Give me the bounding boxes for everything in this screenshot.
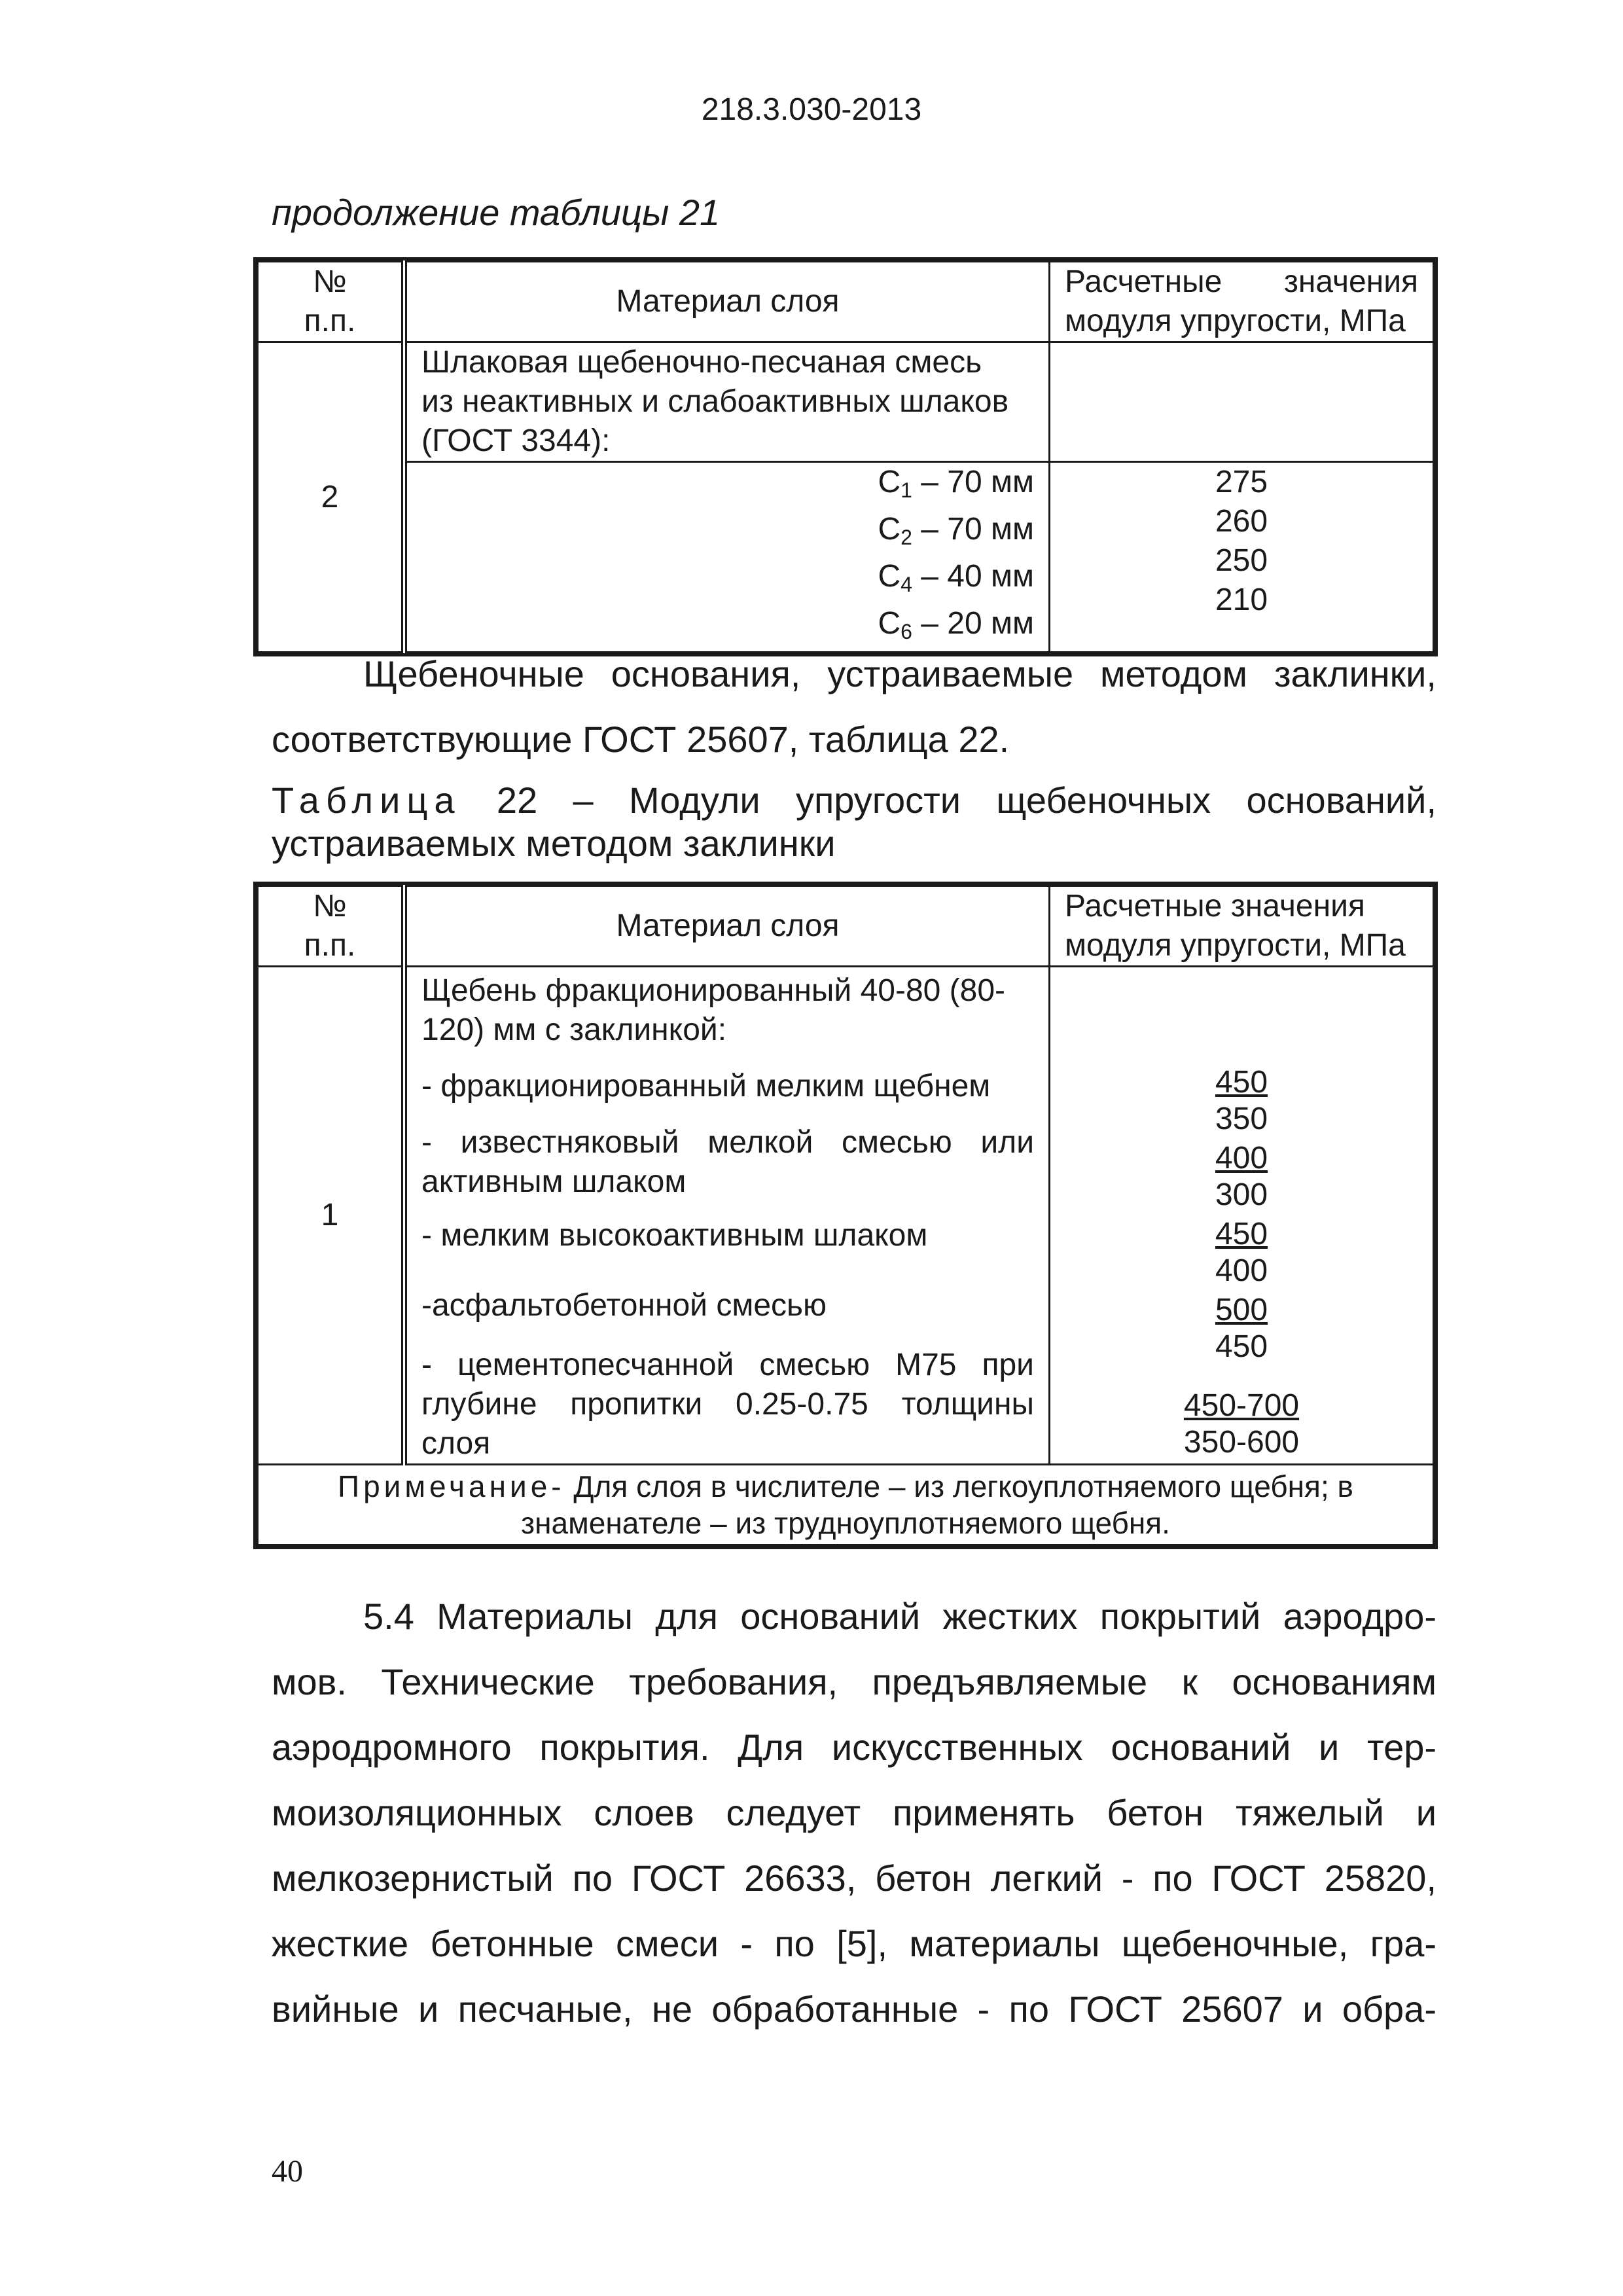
modulus-denominator: 350-600 — [1183, 1425, 1300, 1460]
fraction-item: $С_4 - 40$ мм — [878, 559, 1034, 596]
header-no — [258, 262, 404, 342]
section-5-4 — [272, 1584, 1436, 2042]
note-label: Примечание- — [338, 1469, 565, 1503]
modulus-numerator: 500 — [1215, 1293, 1268, 1327]
header-values-line2: модуля упругости, МПа — [1065, 304, 1406, 338]
table-22-title-line1: Таблица 22 – Модули упругости щебеночных оснований, — [272, 780, 1437, 821]
modulus-fraction — [1050, 1388, 1433, 1461]
table-22-title — [272, 779, 1436, 865]
header-no-line1: № — [313, 889, 347, 924]
table-22-title-label: Таблица — [272, 780, 461, 821]
header-values — [1050, 262, 1434, 342]
paragraph-line: аэродромного покрытия. Для искусственных оснований и тер- — [272, 1727, 1436, 1768]
paragraph-line: моизоляционных слоев следует применять бетон тяжелый и — [272, 1792, 1436, 1833]
modulus-fraction — [1050, 1216, 1433, 1289]
header-no-line1: № — [313, 264, 347, 299]
paragraph-line: 5.4 Материалы для оснований жестких покрытий аэродро- — [363, 1596, 1436, 1637]
header-material: Материал слоя — [404, 886, 1050, 967]
modulus-numerator: 450 — [1215, 1217, 1268, 1251]
modulus-numerator: 450 — [1215, 1065, 1268, 1100]
note-line2: знаменателе – из трудноуплотняемого щебня. — [521, 1506, 1170, 1540]
table-header-row — [258, 262, 1434, 342]
modulus-value: 260 — [1215, 504, 1268, 539]
material-item: - цементопесчанной смесью М75 при глубине пропитки 0.25-0.75 толщины слоя — [421, 1348, 1034, 1461]
paragraph-line: мов. Технические требования, предъявляемые к основаниям — [272, 1661, 1436, 1702]
table-22 — [257, 885, 1435, 1546]
modulus-values — [1050, 462, 1434, 653]
material-line: из неактивных и слабоактивных шлаков — [421, 384, 1009, 419]
document-code: 218.3.030-2013 — [701, 92, 922, 127]
row-no: 1 — [258, 967, 404, 1465]
fraction-item: $С_2 - 70$ мм — [878, 512, 1034, 549]
modulus-denominator: 350 — [1215, 1102, 1268, 1136]
material-item: -асфальтобетонной смесью — [421, 1288, 827, 1323]
table-row — [258, 342, 1434, 462]
paragraph-line: вийные и песчаные, не обработанные - по ГОСТ 25607 и обра- — [272, 1988, 1436, 2030]
header-values — [1050, 886, 1434, 967]
modulus-value: 275 — [1215, 465, 1268, 499]
modulus-denominator: 400 — [1215, 1253, 1268, 1288]
modulus-value: 250 — [1215, 543, 1268, 578]
table-note-row — [258, 1465, 1434, 1545]
material-item: - мелким высокоактивным шлаком — [421, 1218, 928, 1253]
modulus-fraction — [1050, 1140, 1433, 1213]
paragraph-line: мелкозернистый по ГОСТ 26633, бетон легкий - по ГОСТ 25820, — [272, 1857, 1436, 1899]
material-item: - известняковый мелкой смесью или активным шлаком — [421, 1125, 1034, 1199]
row-no: 2 — [258, 342, 404, 653]
paragraph-line: жесткие бетонные смеси - по [5], материалы щебеночные, гра- — [272, 1923, 1436, 1964]
modulus-values — [1050, 967, 1434, 1465]
header-values-line2: модуля упругости, МПа — [1065, 928, 1406, 963]
row-material — [404, 967, 1050, 1465]
paragraph-crushed-stone — [272, 641, 1436, 772]
material-line: 120) мм с заклинкой: — [421, 1013, 727, 1047]
header-values-line1: Расчетные значения — [1065, 889, 1365, 924]
modulus-denominator: 300 — [1215, 1177, 1268, 1212]
modulus-numerator: 450-700 — [1183, 1388, 1300, 1423]
row-material — [404, 342, 1050, 462]
table-22-title-line2: устраиваемых методом заклинки — [272, 823, 836, 864]
paragraph-line: Щебеночные основания, устраиваемые методом заклинки, — [363, 653, 1436, 694]
fraction-item: $С_6 - 20$ мм — [878, 606, 1034, 643]
header-material: Материал слоя — [404, 262, 1050, 342]
fraction-item: $С_1 - 70$ мм — [878, 465, 1034, 502]
modulus-fraction — [1050, 1064, 1433, 1138]
header-no-line2: п.п. — [304, 928, 356, 963]
table-row — [258, 967, 1434, 1465]
header-no — [258, 886, 404, 967]
material-item: - фракционированный мелким щебнем — [421, 1069, 991, 1103]
modulus-fraction — [1050, 1292, 1433, 1365]
paragraph-line: соответствующие ГОСТ 25607, таблица 22. — [272, 719, 1010, 760]
header-no-line2: п.п. — [304, 304, 356, 338]
table-note — [258, 1465, 1434, 1545]
modulus-value: 210 — [1215, 583, 1268, 617]
table-21-continuation-caption: продолжение таблицы 21 — [272, 192, 721, 233]
note-line1: Примечание- Для слоя в числителе – из легкоуплотняемого щебня; в — [338, 1469, 1353, 1503]
modulus-denominator: 450 — [1215, 1329, 1268, 1364]
modulus-numerator: 400 — [1215, 1141, 1268, 1175]
page-number: 40 — [272, 2154, 303, 2189]
table-row — [258, 462, 1434, 653]
header-values-line1: Расчетные значения — [1065, 264, 1418, 299]
table-21 — [257, 260, 1435, 653]
material-line: Щебень фракционированный 40-80 (80- — [421, 973, 1006, 1008]
table-header-row — [258, 886, 1434, 967]
row-values-empty — [1050, 342, 1434, 462]
material-line: Шлаковая щебеночно-песчаная смесь — [421, 345, 982, 380]
material-line: (ГОСТ 3344): — [421, 423, 611, 458]
fraction-list — [404, 462, 1050, 653]
